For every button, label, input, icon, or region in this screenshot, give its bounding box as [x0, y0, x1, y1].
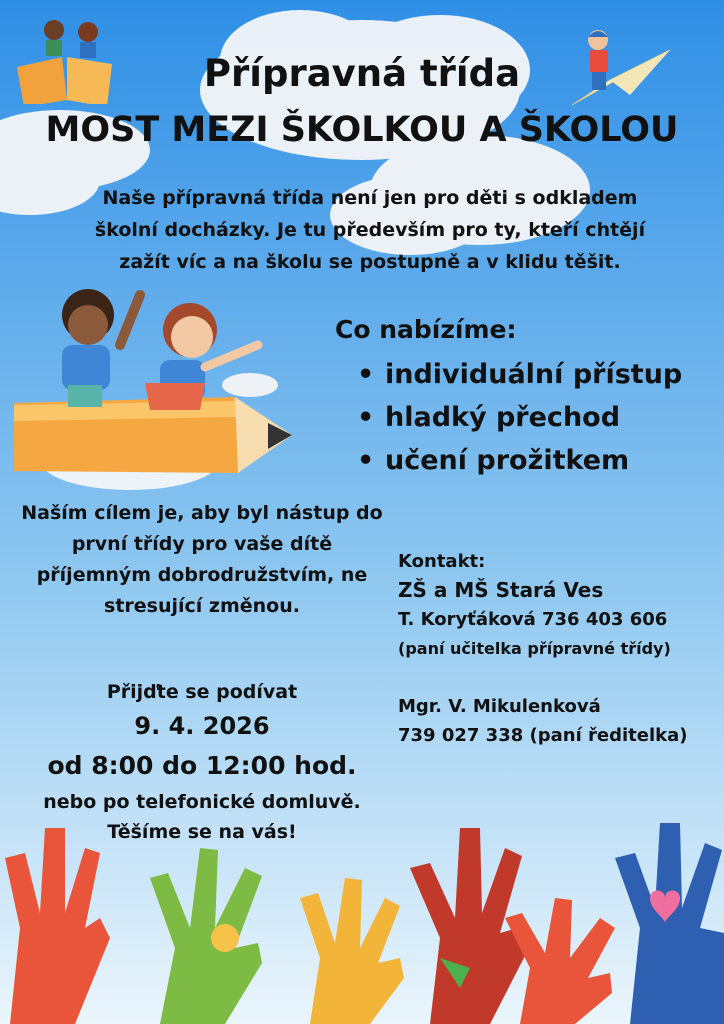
teacher-contact: T. Koryťáková 736 403 606	[398, 609, 668, 630]
teacher-role: (paní učitelka přípravné třídy)	[398, 639, 671, 658]
visit-closing: Těšíme se na vás!	[107, 821, 297, 843]
offer-item: • učení prožitkem	[357, 439, 682, 482]
painted-hands-illustration	[0, 818, 724, 1024]
contact-block	[398, 547, 688, 750]
offer-item: • individuální přístup	[357, 353, 682, 396]
visit-time: od 8:00 do 12:00 hod.	[47, 751, 357, 780]
director-phone: 739 027 338 (paní ředitelka)	[398, 725, 688, 746]
director-name: Mgr. V. Mikulenková	[398, 696, 601, 717]
offer-list	[357, 353, 682, 482]
school-name: ZŠ a MŠ Stará Ves	[398, 578, 604, 602]
intro-paragraph: Naše přípravná třída není jen pro děti s odkladem školní docházky. Je tu především pro ty, kteří chtějí zažít víc a na školu se postupně a v klidu těšit.	[94, 187, 646, 273]
visit-block	[16, 677, 388, 847]
visit-date: 9. 4. 2026	[134, 712, 270, 740]
visit-invite: Přijďte se podívat	[106, 681, 298, 703]
goal-paragraph: Naším cílem je, aby byl nástup do první třídy pro vaše dítě příjemným dobrodružstvím, ne stresující změnou.	[21, 502, 383, 617]
kids-on-pencil-illustration	[0, 285, 300, 480]
contact-label: Kontakt:	[398, 551, 486, 572]
offer-item: • hladký přechod	[357, 396, 682, 439]
page-subtitle: MOST MEZI ŠKOLKOU A ŠKOLOU	[45, 110, 679, 150]
offer-heading: Co nabízíme:	[335, 315, 517, 344]
visit-alternative: nebo po telefonické domluvě.	[43, 791, 361, 813]
page-title: Přípravná třída	[203, 52, 521, 95]
